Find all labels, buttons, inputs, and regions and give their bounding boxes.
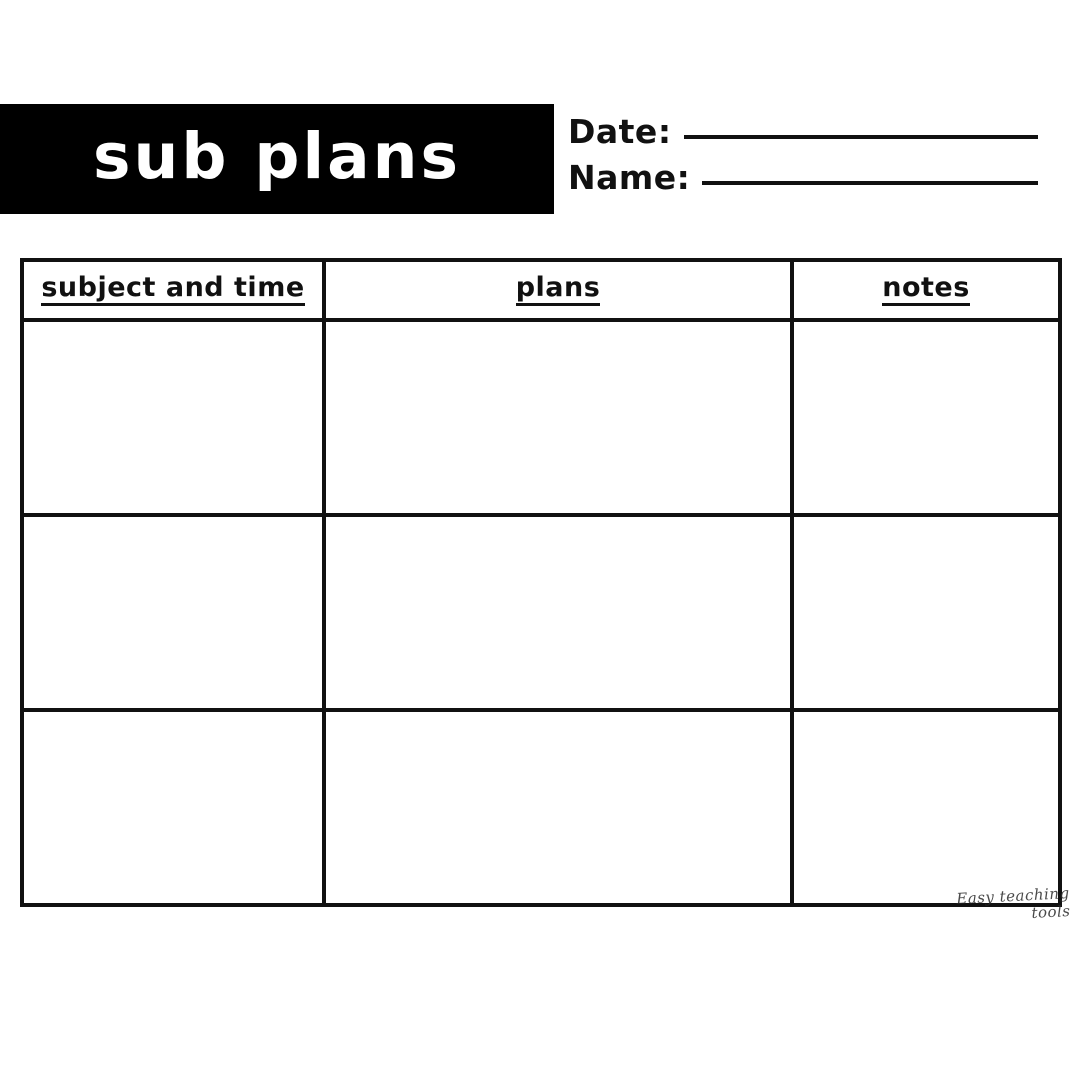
footer-credit: Easy teaching tools: [955, 884, 1071, 923]
cell-subject-and-time[interactable]: [24, 517, 322, 708]
column-header-subject-and-time: [24, 262, 322, 318]
title-banner: [0, 104, 554, 214]
column-header-notes: [790, 262, 1058, 318]
header-fields: [568, 112, 1038, 204]
column-header-label: notes: [882, 274, 970, 306]
cell-subject-and-time[interactable]: [24, 712, 322, 903]
page-header: [0, 104, 1080, 214]
cell-notes[interactable]: [790, 712, 1058, 903]
column-header-plans: [322, 262, 790, 318]
date-field-input-line[interactable]: [684, 134, 1038, 139]
name-field-label: Name:: [568, 158, 691, 197]
column-header-label: subject and time: [41, 274, 304, 306]
table-row: [24, 318, 1058, 513]
table-header-row: [24, 262, 1058, 318]
date-field-label: Date:: [568, 112, 672, 151]
date-field-row: [568, 112, 1038, 158]
name-field-input-line[interactable]: [702, 180, 1038, 185]
cell-notes[interactable]: [790, 517, 1058, 708]
cell-subject-and-time[interactable]: [24, 322, 322, 513]
cell-plans[interactable]: [322, 517, 790, 708]
table-row: [24, 708, 1058, 903]
name-field-row: [568, 158, 1038, 204]
page-title: sub plans: [93, 119, 461, 193]
table-row: [24, 513, 1058, 708]
column-header-label: plans: [516, 274, 601, 306]
cell-notes[interactable]: [790, 322, 1058, 513]
sub-plans-table: [20, 258, 1062, 907]
cell-plans[interactable]: [322, 712, 790, 903]
cell-plans[interactable]: [322, 322, 790, 513]
